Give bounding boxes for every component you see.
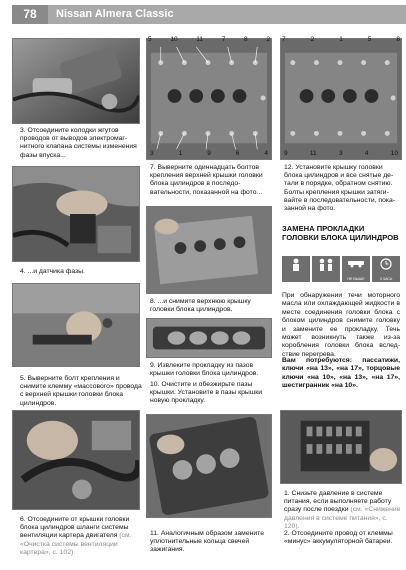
callout-label: 3 (338, 150, 343, 157)
callout-label: 3 (150, 150, 154, 157)
caption-step-1 (284, 490, 402, 531)
photo-7-bolt-sequence (146, 38, 272, 160)
callout-label: 2 (266, 36, 270, 43)
photo-11-spark-plug-seals (146, 414, 272, 518)
callout-label: 1 (339, 36, 343, 43)
clock-icon: 3 ЧАСА (372, 256, 400, 282)
photo-9-gasket (146, 318, 272, 358)
caption-step-8: 8. ...и снимите верхнюю крышку головки блока цилиндров. (150, 298, 251, 314)
callout-label: 8 (244, 36, 248, 43)
required-tools-text: Вам потребуются: пассатижи, ключи «на 13», «на 17», торцовые ключи «на 10», «на 13», «на 17», шестигранник «на 10». (282, 357, 400, 390)
photo-3-wiring-connectors (12, 38, 140, 124)
callout-label: 9 (284, 150, 288, 157)
caption-step-6-reference: (см. «Очистка системы вентиляции картера», с. 102). (20, 532, 132, 556)
caption-step-4: 4. ...и датчика фазы. (20, 268, 85, 275)
callout-label: 2 (310, 36, 315, 43)
caption-step-9: 9. Извлеките прокладку из пазов крышки головки блока цилиндров. (150, 362, 259, 378)
car-lift-icon: НЕ ВЫШЕ (342, 256, 370, 282)
callout-label: 7 (221, 36, 226, 43)
photo-4-phase-sensor (12, 166, 140, 262)
callout-label: 10 (170, 36, 178, 43)
worker-icon (282, 256, 310, 282)
section-title: ЗАМЕНА ПРОКЛАДКИ ГОЛОВКИ БЛОКА ЦИЛИНДРОВ (282, 224, 399, 242)
callout-label: 4 (364, 150, 369, 157)
callout-label: 10 (390, 150, 398, 157)
caption-step-10: 10. Очистите и обезжирьте пазы крышки. Установите в пазы крышки новую прокладку. (150, 381, 262, 405)
caption-step-1-text: 1. Снизьте давление в системе питания, если выполняете работу сразу после поездки (284, 490, 392, 514)
section-intro-text: При обнаружении течи моторного масла или охлаждающей жидкости в месте соединения головки блока с блоком цилиндров снимите головку и замените ее прокладку. Течь может возникнуть также из-за коробления головки блока вследствие перегрева. (282, 292, 400, 358)
caption-step-3: 3. Отсоедините колодки жгутов проводов от выводов электромагнитного клапана системы изменения фазы впуска... (20, 127, 137, 159)
book-title: Nissan Almera Classic (48, 5, 406, 24)
caption-step-12: 12. Установите крышку головки блока цилиндров и все снятые детали в порядке, обратном снятию. Болты крепления крышки затягивайте в последовательности, показанной на фото. (284, 164, 396, 213)
caption-step-6 (20, 516, 142, 557)
callouts-top-a (148, 36, 270, 43)
callout-label: 7 (282, 36, 286, 43)
caption-step-6-text: 6. Отсоедините от крышки головки блока цилиндров шланги системы вентиляции картера двигателя (20, 516, 130, 540)
caption-step-1-reference: (см. «Снижение давления в системе питания», с. 120). (284, 506, 401, 530)
photo-5-ground-clamp (12, 283, 140, 367)
callout-label: 8 (396, 36, 400, 43)
callout-label: 9 (207, 150, 211, 157)
callout-label: 5 (148, 36, 152, 43)
page-header (0, 0, 406, 24)
photo-fuse-box (280, 410, 402, 484)
callout-label: 11 (309, 150, 317, 157)
photo-12-tighten-sequence (280, 38, 402, 160)
caption-step-2: 2. Отсоедините провод от клеммы «минус» аккумуляторной батареи. (284, 530, 393, 546)
callout-label: 4 (264, 150, 268, 157)
callout-label: 6 (235, 150, 240, 157)
callout-label: 5 (367, 36, 372, 43)
caption-step-7: 7. Выверните одиннадцать болтов крепления верхней крышки головки блока цилиндров в последовательности, показанной на фото... (150, 164, 263, 196)
callouts-top-b (282, 36, 400, 43)
callouts-bottom-b (284, 150, 398, 157)
two-workers-icon (312, 256, 340, 282)
photo-8-remove-cover (146, 206, 272, 294)
photo-6-ventilation-hoses (12, 410, 140, 510)
callout-label: 11 (196, 36, 204, 43)
caption-step-11: 11. Аналогичным образом замените уплотнительные кольца свечей зажигания. (150, 530, 264, 554)
callout-label: 1 (178, 150, 183, 157)
callouts-bottom-a (150, 150, 268, 157)
page-number: 78 (12, 5, 48, 24)
caption-step-5: 5. Выверните болт крепления и снимите клемму «массового» провода с верхней крышки головки блока цилиндров. (20, 375, 142, 407)
requirement-icons (282, 256, 400, 282)
